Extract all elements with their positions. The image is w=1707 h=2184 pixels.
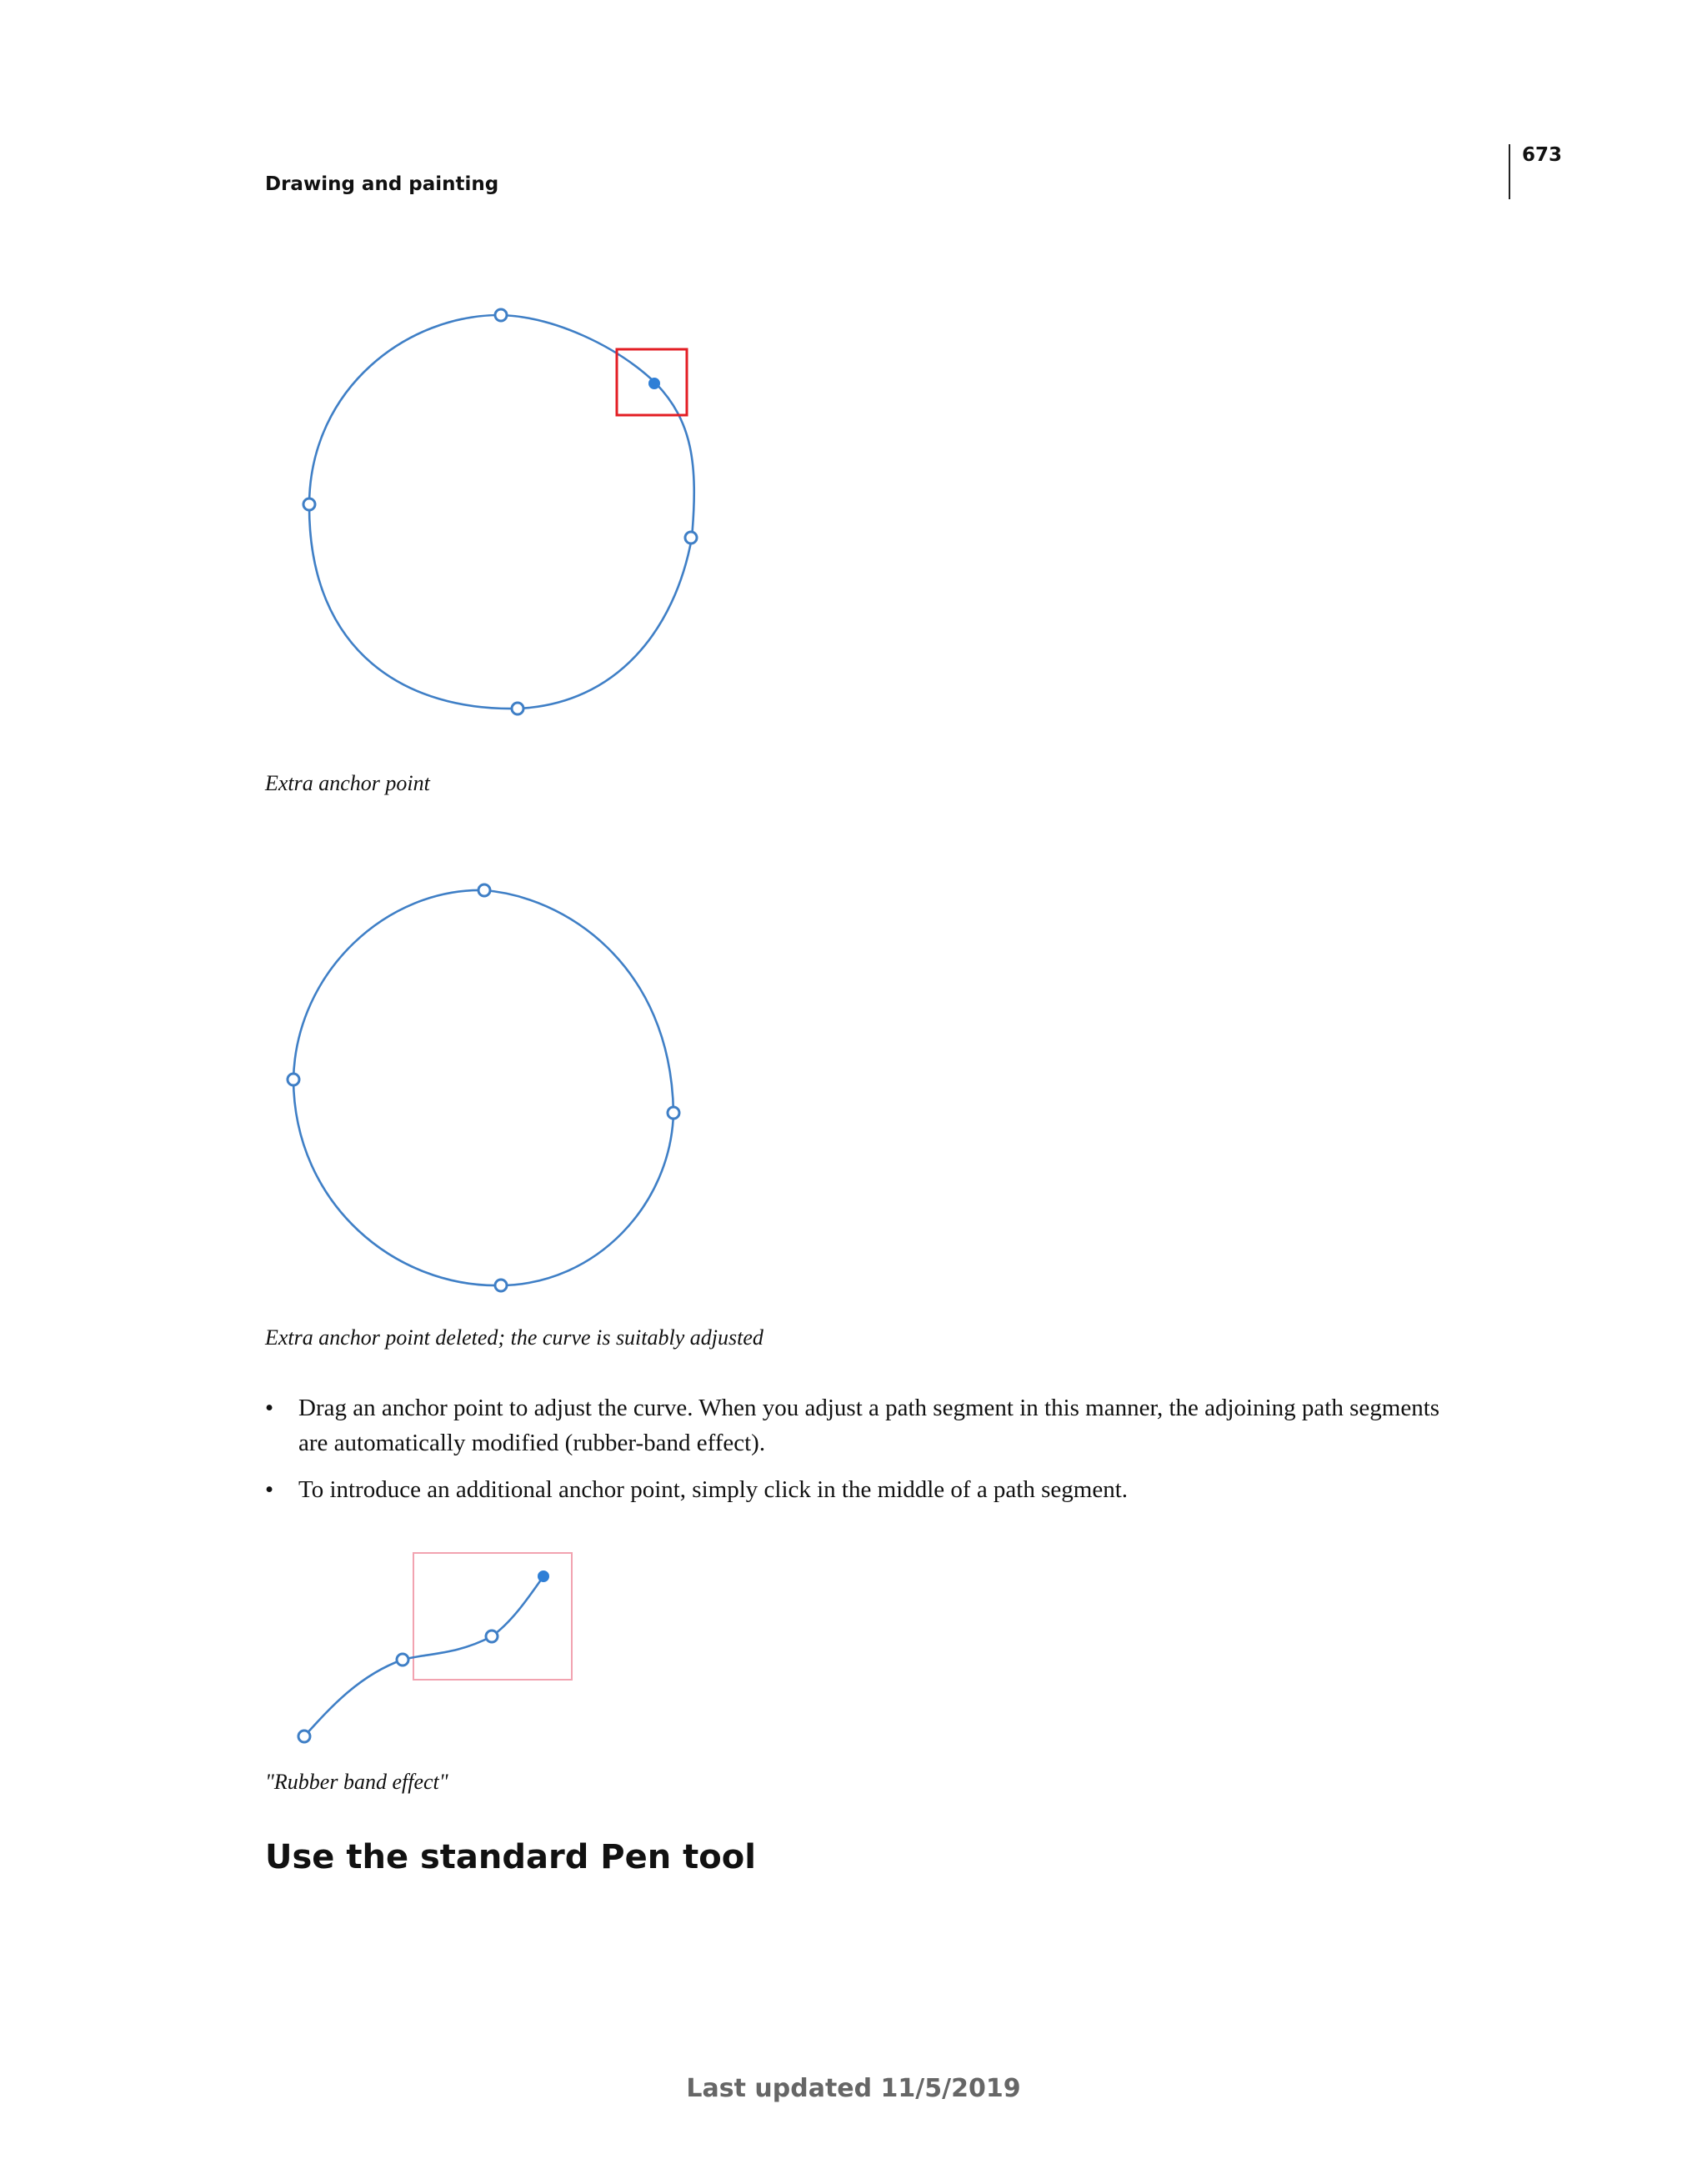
anchor-point-top[interactable] [478, 884, 490, 896]
anchor-point-bottom[interactable] [512, 703, 523, 714]
circle-path [309, 315, 694, 709]
page-number-rule [1509, 144, 1510, 199]
bullet-list [265, 1390, 1474, 1519]
bullet-item [265, 1472, 1474, 1507]
highlight-box [413, 1553, 572, 1680]
anchor-point-bottom[interactable] [495, 1280, 507, 1291]
figure-caption-3: "Rubber band effect" [265, 1770, 448, 1794]
anchor-point-dragged[interactable] [538, 1571, 548, 1581]
anchor-point-start[interactable] [298, 1731, 310, 1742]
anchor-point[interactable] [486, 1630, 498, 1642]
anchor-point-top[interactable] [495, 309, 507, 321]
footer-last-updated: Last updated 11/5/2019 [686, 2074, 1021, 2103]
figure-caption-1: Extra anchor point [265, 771, 430, 795]
bullet-mark: • [265, 1395, 274, 1421]
curve-path [304, 1576, 543, 1736]
anchor-point-extra[interactable] [649, 378, 659, 388]
anchor-point-right[interactable] [685, 532, 697, 543]
bullet-text: Drag an anchor point to adjust the curve. When you adjust a path segment in this manner, the adjoining path segments are automatically modified (rubber-band effect). [298, 1395, 1440, 1456]
bullet-mark: • [265, 1476, 274, 1503]
anchor-point-left[interactable] [303, 498, 315, 510]
running-head: Drawing and painting [265, 173, 499, 195]
section-heading: Use the standard Pen tool [265, 1838, 756, 1876]
circle-path [293, 890, 673, 1285]
figure-anchor-point-deleted [279, 871, 696, 1305]
anchor-point-left[interactable] [288, 1074, 299, 1085]
anchor-point-right[interactable] [668, 1107, 679, 1119]
figure-extra-anchor-point [292, 296, 708, 729]
figure-caption-2: Extra anchor point deleted; the curve is suitably adjusted [265, 1325, 763, 1350]
anchor-point[interactable] [397, 1654, 408, 1666]
bullet-text: To introduce an additional anchor point, simply click in the middle of a path segment. [298, 1476, 1129, 1503]
bullet-item [265, 1390, 1474, 1460]
page-number: 673 [1522, 144, 1563, 166]
figure-rubber-band-effect [292, 1546, 592, 1755]
